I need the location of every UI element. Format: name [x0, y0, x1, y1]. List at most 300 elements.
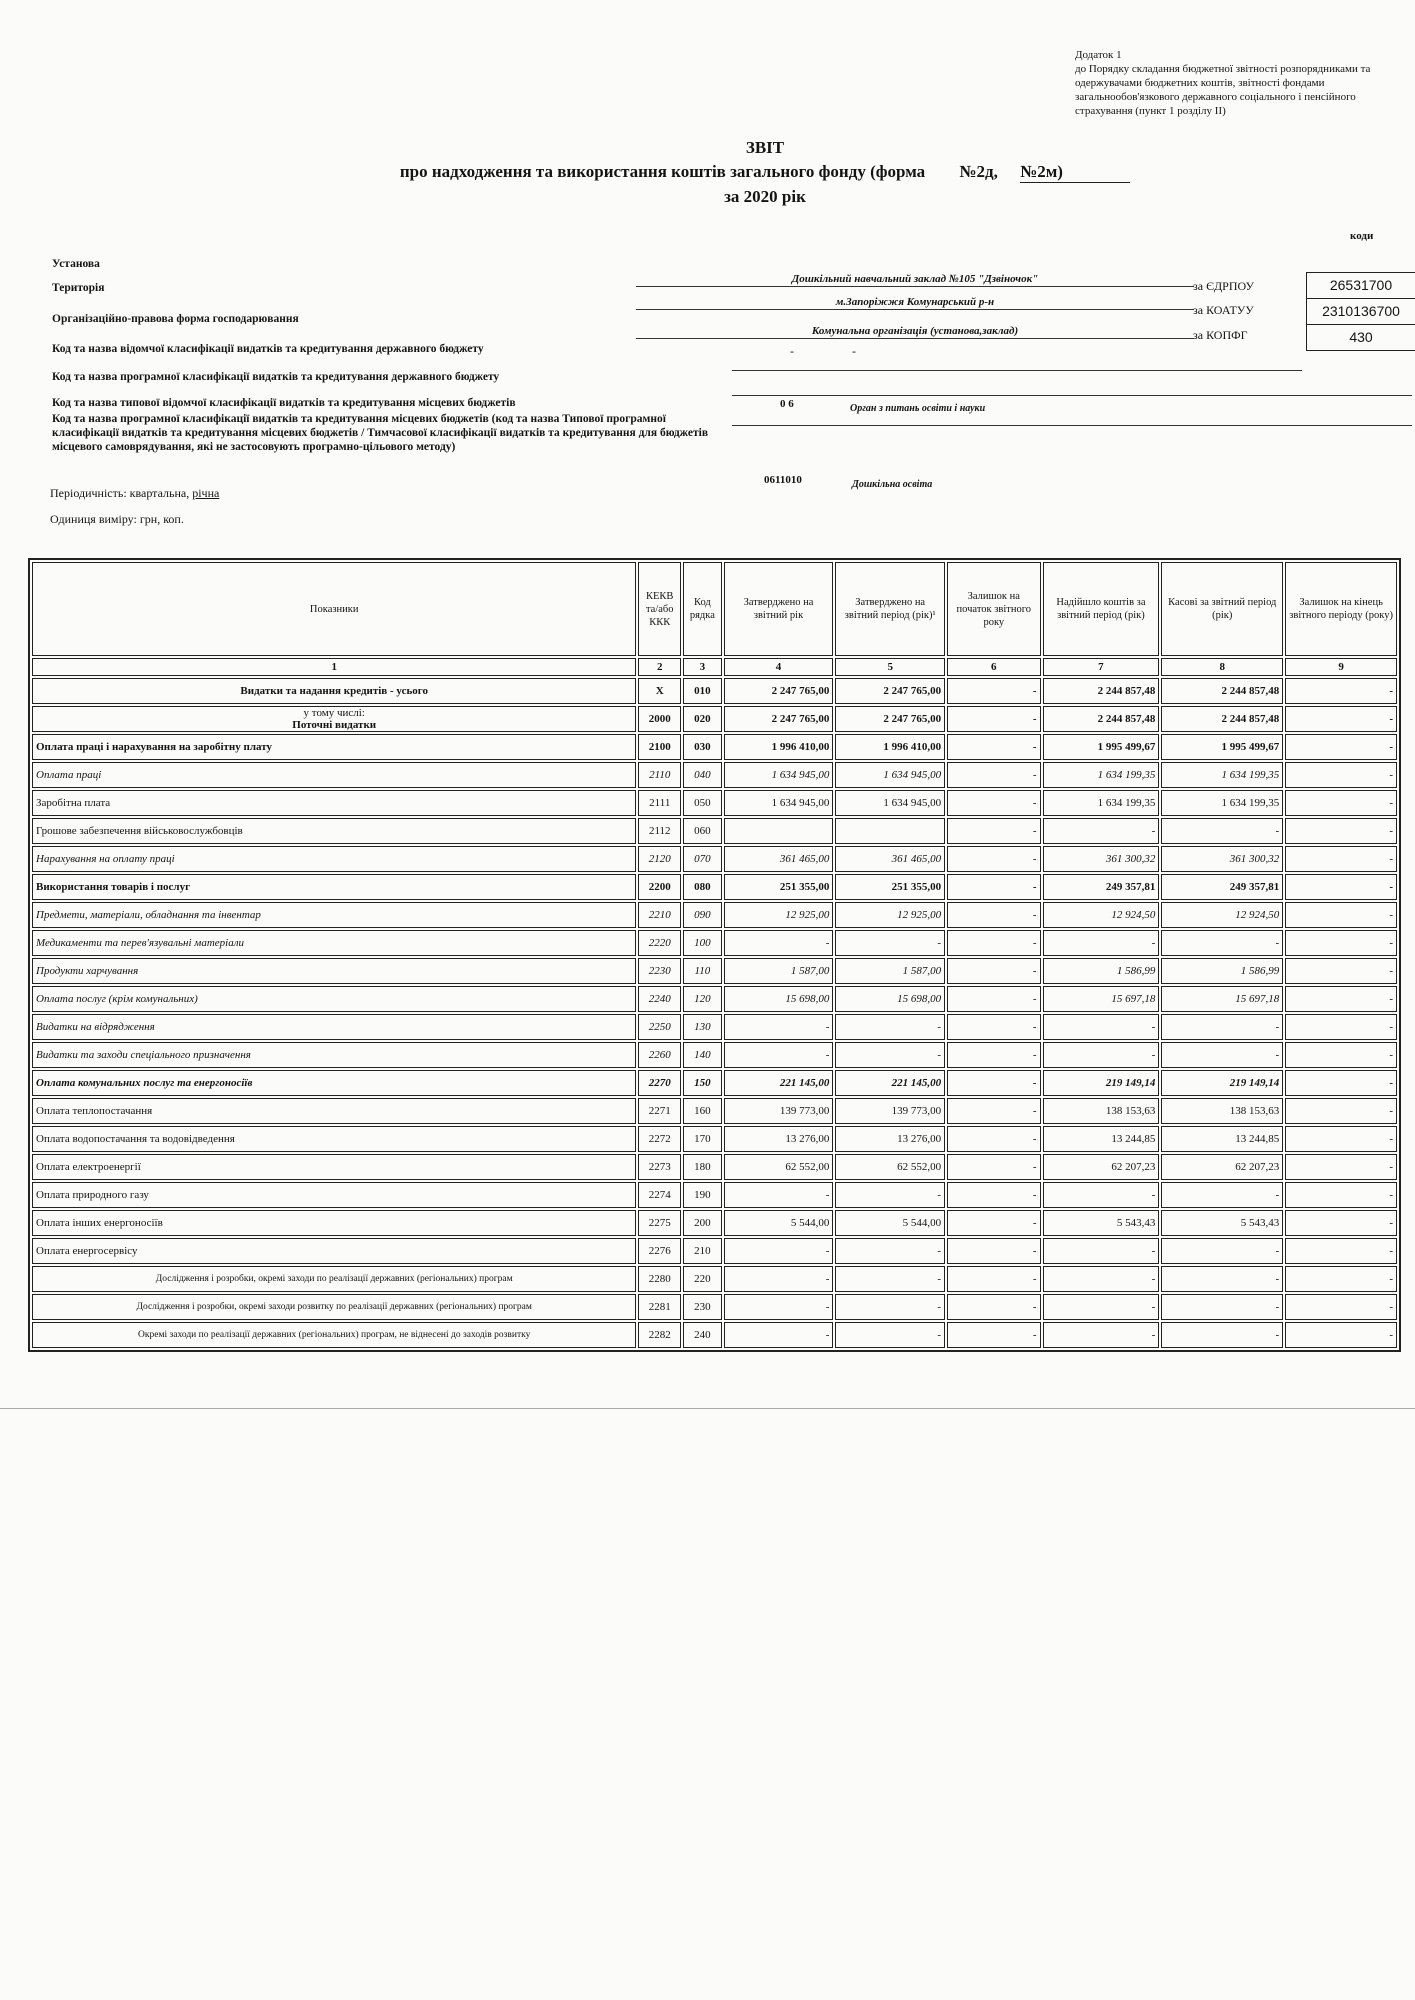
appendix-note	[1075, 48, 1395, 118]
prog-class-label: Код та назва програмної класифікації видатків та кредитування державного бюджету	[52, 371, 500, 383]
received-cell: 2 244 857,48	[1043, 678, 1160, 704]
cash-expenses-cell: -	[1161, 1042, 1283, 1068]
row-kekv: 2111	[638, 790, 681, 816]
row-name: Окремі заходи по реалізації державних (регіональних) програм, не віднесені до заходів розвитку	[32, 1322, 636, 1348]
approved-period-cell: -	[835, 1266, 945, 1292]
table-row	[32, 846, 1397, 872]
row-name: Оплата інших енергоносіїв	[32, 1210, 636, 1236]
row-kekv: 2273	[638, 1154, 681, 1180]
received-cell: 1 995 499,67	[1043, 734, 1160, 760]
balance-end-cell: -	[1285, 1182, 1397, 1208]
balance-start-cell: -	[947, 930, 1040, 956]
row-code: 130	[683, 1014, 722, 1040]
cash-expenses-cell: -	[1161, 1238, 1283, 1264]
row-name: Оплата послуг (крім комунальних)	[32, 986, 636, 1012]
koatuu-value: 2310136700	[1306, 298, 1415, 325]
table-row	[32, 790, 1397, 816]
approved-year-cell: 251 355,00	[724, 874, 834, 900]
cash-expenses-cell: 15 697,18	[1161, 986, 1283, 1012]
cash-expenses-cell: 1 586,99	[1161, 958, 1283, 984]
row-kekv: 2280	[638, 1266, 681, 1292]
row-kekv: 2110	[638, 762, 681, 788]
row-name: Дослідження і розробки, окремі заходи по реалізації державних (регіональних) програм	[32, 1266, 636, 1292]
approved-year-cell	[724, 818, 834, 844]
received-cell: 2 244 857,48	[1043, 706, 1160, 732]
report-table	[28, 558, 1401, 1352]
row-code: 010	[683, 678, 722, 704]
table-row	[32, 1070, 1397, 1096]
row-code: 110	[683, 958, 722, 984]
approved-period-cell: 1 996 410,00	[835, 734, 945, 760]
balance-start-cell: -	[947, 1126, 1040, 1152]
approved-year-cell: 139 773,00	[724, 1098, 834, 1124]
balance-end-cell: -	[1285, 930, 1397, 956]
approved-year-cell: 2 247 765,00	[724, 706, 834, 732]
balance-end-cell: -	[1285, 958, 1397, 984]
balance-end-cell: -	[1285, 762, 1397, 788]
balance-end-cell: -	[1285, 1294, 1397, 1320]
row-code: 160	[683, 1098, 722, 1124]
prog-class-line	[732, 395, 1412, 396]
report-title	[330, 138, 1200, 207]
balance-end-cell: -	[1285, 1210, 1397, 1236]
prog-local-value: Дошкільна освіта	[852, 479, 933, 490]
edrpou-value: 26531700	[1306, 272, 1415, 299]
row-name	[32, 706, 636, 732]
approved-period-cell: -	[835, 1182, 945, 1208]
row-name: Оплата праці і нарахування на заробітну плату	[32, 734, 636, 760]
row-name: Заробітна плата	[32, 790, 636, 816]
org-form-label: Організаційно-правова форма господарювання	[52, 313, 299, 325]
row-code: 140	[683, 1042, 722, 1068]
row-kekv: 2271	[638, 1098, 681, 1124]
row-kekv: 2210	[638, 902, 681, 928]
balance-end-cell: -	[1285, 1154, 1397, 1180]
periodicity-value: річна	[192, 486, 220, 500]
row-code: 100	[683, 930, 722, 956]
table-row	[32, 1098, 1397, 1124]
approved-year-cell: -	[724, 1266, 834, 1292]
approved-period-cell: 13 276,00	[835, 1126, 945, 1152]
approved-period-cell: -	[835, 1294, 945, 1320]
row-code: 080	[683, 874, 722, 900]
header-received: Надійшло коштів за звітний період (рік)	[1043, 562, 1160, 656]
approved-year-cell: 15 698,00	[724, 986, 834, 1012]
received-cell: 1 586,99	[1043, 958, 1160, 984]
row-kekv: 2230	[638, 958, 681, 984]
row-kekv: 2200	[638, 874, 681, 900]
title-subtitle-text: про надходження та використання коштів загального фонду (форма	[399, 162, 926, 181]
row-name: Використання товарів і послуг	[32, 874, 636, 900]
row-name: Медикаменти та перев'язувальні матеріали	[32, 930, 636, 956]
received-cell: 1 634 199,35	[1043, 790, 1160, 816]
approved-period-cell: 221 145,00	[835, 1070, 945, 1096]
table-row	[32, 958, 1397, 984]
koatuu-label: за КОАТУУ	[1193, 303, 1254, 317]
cash-expenses-cell: 5 543,43	[1161, 1210, 1283, 1236]
table-row	[32, 1238, 1397, 1264]
approved-period-cell: -	[835, 1042, 945, 1068]
row-code: 170	[683, 1126, 722, 1152]
row-code: 210	[683, 1238, 722, 1264]
approved-year-cell: -	[724, 1322, 834, 1348]
cash-expenses-cell: 13 244,85	[1161, 1126, 1283, 1152]
balance-end-cell: -	[1285, 818, 1397, 844]
approved-period-cell: 12 925,00	[835, 902, 945, 928]
received-cell: -	[1043, 1042, 1160, 1068]
balance-end-cell: -	[1285, 678, 1397, 704]
cash-expenses-cell: -	[1161, 1294, 1283, 1320]
balance-end-cell: -	[1285, 1126, 1397, 1152]
header-approved-period: Затверджено на звітний період (рік)¹	[835, 562, 945, 656]
received-cell: 1 634 199,35	[1043, 762, 1160, 788]
cash-expenses-cell: 62 207,23	[1161, 1154, 1283, 1180]
approved-year-cell: 1 634 945,00	[724, 762, 834, 788]
approved-period-cell: 5 544,00	[835, 1210, 945, 1236]
dept-class-line	[732, 370, 1302, 371]
balance-end-cell: -	[1285, 790, 1397, 816]
balance-start-cell: -	[947, 818, 1040, 844]
approved-year-cell: 12 925,00	[724, 902, 834, 928]
balance-end-cell: -	[1285, 1238, 1397, 1264]
row-name: Дослідження і розробки, окремі заходи розвитку по реалізації державних (регіональних) програм	[32, 1294, 636, 1320]
column-number: 5	[835, 658, 945, 676]
row-kekv: 2260	[638, 1042, 681, 1068]
cash-expenses-cell: 1 634 199,35	[1161, 762, 1283, 788]
row-kekv: 2100	[638, 734, 681, 760]
received-cell: 361 300,32	[1043, 846, 1160, 872]
approved-year-cell: -	[724, 1238, 834, 1264]
balance-start-cell: -	[947, 986, 1040, 1012]
table-header-row	[32, 562, 1397, 656]
row-name: Продукти харчування	[32, 958, 636, 984]
approved-period-cell: 1 587,00	[835, 958, 945, 984]
balance-start-cell: -	[947, 874, 1040, 900]
table-row	[32, 986, 1397, 1012]
balance-start-cell: -	[947, 1322, 1040, 1348]
approved-year-cell: -	[724, 1182, 834, 1208]
row-name: Видатки та надання кредитів - усього	[32, 678, 636, 704]
row-code: 150	[683, 1070, 722, 1096]
balance-start-cell: -	[947, 790, 1040, 816]
row-name: Оплата енергосервісу	[32, 1238, 636, 1264]
row-code: 070	[683, 846, 722, 872]
cash-expenses-cell: 361 300,32	[1161, 846, 1283, 872]
row-code: 120	[683, 986, 722, 1012]
cash-expenses-cell: 1 634 199,35	[1161, 790, 1283, 816]
header-cash-expenses: Касові за звітний період (рік)	[1161, 562, 1283, 656]
received-cell: -	[1043, 818, 1160, 844]
balance-start-cell: -	[947, 902, 1040, 928]
cash-expenses-cell: 249 357,81	[1161, 874, 1283, 900]
column-number: 1	[32, 658, 636, 676]
row-kekv: 2270	[638, 1070, 681, 1096]
row-kekv: X	[638, 678, 681, 704]
row-code: 030	[683, 734, 722, 760]
cash-expenses-cell: 138 153,63	[1161, 1098, 1283, 1124]
received-cell: -	[1043, 1238, 1160, 1264]
balance-end-cell: -	[1285, 1322, 1397, 1348]
received-cell: 62 207,23	[1043, 1154, 1160, 1180]
balance-end-cell: -	[1285, 706, 1397, 732]
balance-start-cell: -	[947, 762, 1040, 788]
title-subtitle	[330, 162, 1200, 183]
approved-year-cell: -	[724, 1014, 834, 1040]
balance-end-cell: -	[1285, 1098, 1397, 1124]
balance-end-cell: -	[1285, 1014, 1397, 1040]
balance-end-cell: -	[1285, 1266, 1397, 1292]
balance-end-cell: -	[1285, 902, 1397, 928]
row-code: 200	[683, 1210, 722, 1236]
title-year: за 2020 рік	[724, 187, 806, 206]
page-bottom-edge	[0, 1408, 1415, 1409]
received-cell: 12 924,50	[1043, 902, 1160, 928]
approved-period-cell: 251 355,00	[835, 874, 945, 900]
institution-label: Установа	[52, 258, 100, 270]
row-kekv: 2276	[638, 1238, 681, 1264]
balance-start-cell: -	[947, 734, 1040, 760]
row-kekv: 2274	[638, 1182, 681, 1208]
balance-start-cell: -	[947, 958, 1040, 984]
balance-end-cell: -	[1285, 1070, 1397, 1096]
approved-year-cell: -	[724, 1294, 834, 1320]
row-code: 090	[683, 902, 722, 928]
received-cell: -	[1043, 1294, 1160, 1320]
header-balance-end: Залишок на кінець звітного періоду (року)	[1285, 562, 1397, 656]
row-code: 050	[683, 790, 722, 816]
territory-label: Територія	[52, 282, 105, 294]
approved-year-cell: 221 145,00	[724, 1070, 834, 1096]
table-row	[32, 678, 1397, 704]
approved-period-cell: 62 552,00	[835, 1154, 945, 1180]
approved-period-cell: -	[835, 1322, 945, 1348]
table-body	[32, 658, 1397, 1348]
row-name: Нарахування на оплату праці	[32, 846, 636, 872]
dept-class-value-2: -	[852, 344, 856, 358]
approved-year-cell: 62 552,00	[724, 1154, 834, 1180]
row-name: Предмети, матеріали, обладнання та інвентар	[32, 902, 636, 928]
row-kekv: 2112	[638, 818, 681, 844]
balance-start-cell: -	[947, 1098, 1040, 1124]
received-cell: -	[1043, 1014, 1160, 1040]
approved-year-cell: -	[724, 1042, 834, 1068]
row-kekv: 2275	[638, 1210, 681, 1236]
row-name: Оплата водопостачання та водовідведення	[32, 1126, 636, 1152]
received-cell: -	[1043, 1182, 1160, 1208]
approved-period-cell: 2 247 765,00	[835, 678, 945, 704]
row-name-main: Поточні видатки	[292, 719, 377, 731]
received-cell: -	[1043, 1266, 1160, 1292]
cash-expenses-cell: -	[1161, 1322, 1283, 1348]
balance-start-cell: -	[947, 846, 1040, 872]
column-number: 2	[638, 658, 681, 676]
cash-expenses-cell: -	[1161, 930, 1283, 956]
form-number-1: №2д,	[959, 162, 998, 181]
table-row	[32, 1014, 1397, 1040]
periodicity-label: Періодичність: квартальна,	[50, 486, 190, 500]
row-code: 020	[683, 706, 722, 732]
cash-expenses-cell: 2 244 857,48	[1161, 678, 1283, 704]
balance-end-cell: -	[1285, 734, 1397, 760]
typical-dept-label: Код та назва типової відомчої класифікації видатків та кредитування місцевих бюджетів	[52, 397, 516, 409]
codes-label: коди	[1350, 230, 1374, 242]
table-row	[32, 1322, 1397, 1348]
balance-start-cell: -	[947, 678, 1040, 704]
approved-period-cell	[835, 818, 945, 844]
row-code: 240	[683, 1322, 722, 1348]
balance-start-cell: -	[947, 1182, 1040, 1208]
table-row	[32, 1154, 1397, 1180]
row-kekv: 2272	[638, 1126, 681, 1152]
header-name: Показники	[32, 562, 636, 656]
prog-local-label: Код та назва програмної класифікації видатків та кредитування місцевих бюджетів (код та назва Типової програмної класифікації видатків та кредитування місцевих бюджетів / Тимчасової класифікації видатків та кредитування для бюджетів місцевого самоврядування, які не застосовують програмно-цільового методу)	[52, 413, 709, 453]
approved-period-cell: -	[835, 1014, 945, 1040]
typical-dept-line	[732, 425, 1412, 426]
row-name: Оплата праці	[32, 762, 636, 788]
balance-start-cell: -	[947, 1042, 1040, 1068]
header-code: Код рядка	[683, 562, 722, 656]
cash-expenses-cell: -	[1161, 1014, 1283, 1040]
row-kekv: 2120	[638, 846, 681, 872]
title-main: ЗВІТ	[745, 138, 785, 157]
column-number: 3	[683, 658, 722, 676]
form-number-2: №2м)	[1020, 162, 1130, 183]
column-number: 9	[1285, 658, 1397, 676]
row-code: 190	[683, 1182, 722, 1208]
approved-year-cell: 2 247 765,00	[724, 678, 834, 704]
balance-start-cell: -	[947, 1014, 1040, 1040]
approved-year-cell: -	[724, 930, 834, 956]
table-row	[32, 1182, 1397, 1208]
appendix-line: страхування (пункт 1 розділу II)	[1075, 105, 1226, 117]
table-row	[32, 762, 1397, 788]
balance-start-cell: -	[947, 1266, 1040, 1292]
cash-expenses-cell: -	[1161, 1266, 1283, 1292]
typical-dept-value: Орган з питань освіти і науки	[850, 403, 986, 414]
typical-dept-code: 0 6	[780, 398, 794, 410]
balance-end-cell: -	[1285, 986, 1397, 1012]
received-cell: 138 153,63	[1043, 1098, 1160, 1124]
received-cell: 15 697,18	[1043, 986, 1160, 1012]
approved-period-cell: 1 634 945,00	[835, 790, 945, 816]
territory-value: м.Запоріжжя Комунарський р-н	[636, 295, 1194, 310]
cash-expenses-cell: 12 924,50	[1161, 902, 1283, 928]
row-code: 060	[683, 818, 722, 844]
received-cell: -	[1043, 930, 1160, 956]
column-number: 4	[724, 658, 834, 676]
header-approved-year: Затверджено на звітний рік	[724, 562, 834, 656]
balance-end-cell: -	[1285, 846, 1397, 872]
row-code: 230	[683, 1294, 722, 1320]
approved-period-cell: 15 698,00	[835, 986, 945, 1012]
row-code: 040	[683, 762, 722, 788]
row-name: Оплата електроенергії	[32, 1154, 636, 1180]
unit-label: Одиниця виміру: грн, коп.	[50, 512, 184, 526]
approved-year-cell: 1 996 410,00	[724, 734, 834, 760]
row-name: Грошове забезпечення військовослужбовців	[32, 818, 636, 844]
prog-local-code: 0611010	[764, 474, 802, 486]
row-name-top: у тому числі:	[303, 707, 365, 719]
table-row	[32, 874, 1397, 900]
table-row	[32, 1294, 1397, 1320]
row-name: Видатки та заходи спеціального призначення	[32, 1042, 636, 1068]
balance-start-cell: -	[947, 1238, 1040, 1264]
column-number: 8	[1161, 658, 1283, 676]
row-code: 220	[683, 1266, 722, 1292]
table-row	[32, 818, 1397, 844]
received-cell: 249 357,81	[1043, 874, 1160, 900]
appendix-line: загальнообов'язкового державного соціального і пенсійного	[1075, 91, 1356, 103]
periodicity	[50, 486, 219, 500]
approved-period-cell: 2 247 765,00	[835, 706, 945, 732]
appendix-line: Додаток 1	[1075, 49, 1122, 61]
cash-expenses-cell: -	[1161, 1182, 1283, 1208]
appendix-line: одержувачами бюджетних коштів, звітності фондами	[1075, 77, 1325, 89]
org-form-value: Комунальна організація (установа,заклад)	[636, 324, 1194, 339]
balance-start-cell: -	[947, 1294, 1040, 1320]
balance-end-cell: -	[1285, 874, 1397, 900]
approved-period-cell: -	[835, 930, 945, 956]
institution-value: Дошкільний навчальний заклад №105 "Дзвіночок"	[636, 272, 1194, 287]
kopfg-value: 430	[1306, 324, 1415, 351]
received-cell: 219 149,14	[1043, 1070, 1160, 1096]
approved-period-cell: -	[835, 1238, 945, 1264]
approved-period-cell: 1 634 945,00	[835, 762, 945, 788]
row-name: Оплата комунальних послуг та енергоносіїв	[32, 1070, 636, 1096]
row-name: Видатки на відрядження	[32, 1014, 636, 1040]
row-kekv: 2281	[638, 1294, 681, 1320]
approved-year-cell: 5 544,00	[724, 1210, 834, 1236]
edrpou-label: за ЄДРПОУ	[1193, 279, 1255, 293]
received-cell: 13 244,85	[1043, 1126, 1160, 1152]
table-row	[32, 1266, 1397, 1292]
table-row	[32, 930, 1397, 956]
row-kekv: 2220	[638, 930, 681, 956]
balance-end-cell: -	[1285, 1042, 1397, 1068]
cash-expenses-cell: -	[1161, 818, 1283, 844]
row-name: Оплата теплопостачання	[32, 1098, 636, 1124]
approved-year-cell: 1 634 945,00	[724, 790, 834, 816]
kopfg-label: за КОПФГ	[1193, 328, 1248, 342]
approved-year-cell: 361 465,00	[724, 846, 834, 872]
cash-expenses-cell: 219 149,14	[1161, 1070, 1283, 1096]
approved-period-cell: 361 465,00	[835, 846, 945, 872]
table-row	[32, 1042, 1397, 1068]
balance-start-cell: -	[947, 1070, 1040, 1096]
table-row	[32, 706, 1397, 732]
approved-year-cell: 1 587,00	[724, 958, 834, 984]
row-name: Оплата природного газу	[32, 1182, 636, 1208]
column-number: 6	[947, 658, 1040, 676]
column-number: 7	[1043, 658, 1160, 676]
received-cell: 5 543,43	[1043, 1210, 1160, 1236]
table-row	[32, 902, 1397, 928]
balance-start-cell: -	[947, 706, 1040, 732]
dept-class-label: Код та назва відомчої класифікації видатків та кредитування державного бюджету	[52, 343, 484, 355]
column-number-row	[32, 658, 1397, 676]
row-kekv: 2250	[638, 1014, 681, 1040]
row-code: 180	[683, 1154, 722, 1180]
row-kekv: 2240	[638, 986, 681, 1012]
table-row	[32, 734, 1397, 760]
header-balance-start: Залишок на початок звітного року	[947, 562, 1040, 656]
row-kekv: 2282	[638, 1322, 681, 1348]
approved-year-cell: 13 276,00	[724, 1126, 834, 1152]
header-kekv: КЕКВ та/або ККК	[638, 562, 681, 656]
received-cell: -	[1043, 1322, 1160, 1348]
row-kekv: 2000	[638, 706, 681, 732]
approved-period-cell: 139 773,00	[835, 1098, 945, 1124]
